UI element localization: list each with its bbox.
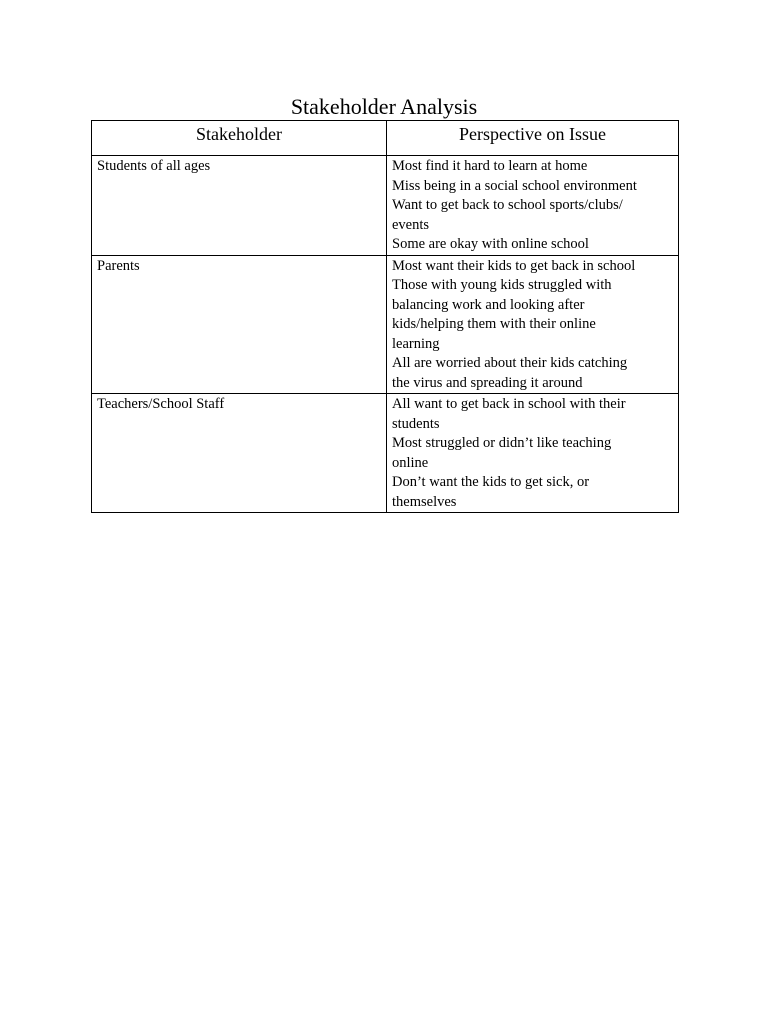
perspective-cell <box>387 255 679 394</box>
perspective-line: Some are okay with online school <box>392 236 589 252</box>
stakeholder-cell <box>92 156 387 256</box>
perspective-line: All are worried about their kids catching <box>392 355 628 371</box>
perspective-cell <box>387 394 679 513</box>
perspective-line: Most struggled or didn’t like teaching <box>392 435 612 451</box>
perspective-line: events <box>392 216 430 233</box>
header-stakeholder: Stakeholder <box>92 121 387 156</box>
perspective-line: Those with young kids struggled with <box>392 277 612 293</box>
header-perspective: Perspective on Issue <box>387 121 679 156</box>
table-row <box>92 156 679 256</box>
stakeholder-table <box>91 120 679 513</box>
stakeholder-name: Parents <box>97 257 140 274</box>
perspective-line: All want to get back in school with their <box>392 396 626 412</box>
table-header-row <box>92 121 679 156</box>
perspective-line: Miss being in a social school environment <box>392 177 637 194</box>
perspective-line: balancing work and looking after <box>392 296 585 313</box>
perspective-line: themselves <box>392 493 457 510</box>
page-title: Stakeholder Analysis <box>290 94 478 119</box>
table-row <box>92 255 679 394</box>
perspective-line: Want to get back to school sports/clubs/ <box>392 197 623 213</box>
perspective-line: Most want their kids to get back in school <box>392 257 636 274</box>
stakeholder-cell <box>92 255 387 394</box>
perspective-line: Don’t want the kids to get sick, or <box>392 474 590 490</box>
table-row <box>92 394 679 513</box>
perspective-line: kids/helping them with their online <box>392 316 596 332</box>
perspective-line: online <box>392 454 429 471</box>
stakeholder-cell <box>92 394 387 513</box>
perspective-line: the virus and spreading it around <box>392 374 583 391</box>
perspective-line: students <box>392 415 440 432</box>
perspective-line: learning <box>392 335 440 352</box>
stakeholder-name: Students of all ages <box>97 158 211 174</box>
perspective-line: Most find it hard to learn at home <box>392 158 588 174</box>
stakeholder-name: Teachers/School Staff <box>97 396 225 412</box>
perspective-cell <box>387 156 679 256</box>
